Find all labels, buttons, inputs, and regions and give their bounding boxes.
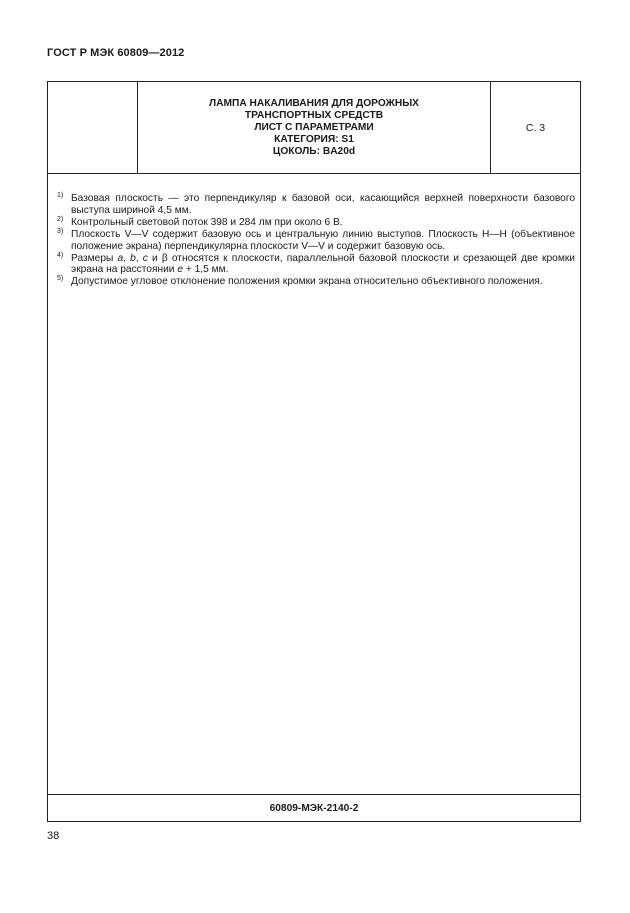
header-title [138, 82, 491, 173]
footnote-text: Контрольный световой поток 398 и 284 лм при около 6 В. [71, 216, 343, 228]
title-line-2: ТРАНСПОРТНЫХ СРЕДСТВ [244, 109, 384, 121]
footnote-text: Размеры a, b, c и β относятся к плоскости, параллельной базовой плоскости и срезающей две кромки экрана на расстоянии e + 1,5 мм. [71, 252, 575, 276]
footnote-marker: 4) [57, 251, 64, 259]
footnote-2 [57, 217, 575, 229]
title-line-1: ЛАМПА НАКАЛИВАНИЯ ДЛЯ ДОРОЖНЫХ [209, 97, 419, 109]
sheet-code-footer: 60809-МЭК-2140-2 [48, 794, 580, 821]
sheet-header [48, 82, 580, 174]
header-left-cell [48, 82, 138, 173]
footnote-4 [57, 253, 575, 277]
footnote-5 [57, 276, 575, 288]
footnotes [57, 193, 575, 288]
footnote-marker: 5) [57, 275, 64, 283]
footnote-marker: 3) [57, 227, 64, 235]
parameter-sheet-frame [47, 81, 581, 822]
title-line-4: КАТЕГОРИЯ: S1 [274, 133, 354, 145]
footnote-text: Плоскость V—V содержит базовую ось и центральную линию выступов. Плоскость Н—Н (объективное положение экрана) перпендикулярна плоскости V—V и содержит базовую ось. [71, 228, 575, 252]
footnote-text: Допустимое угловое отклонение положения кромки экрана относительно объективного положения. [71, 276, 543, 288]
footnote-3 [57, 229, 575, 253]
footnote-marker: 2) [57, 215, 64, 223]
footnote-marker: 1) [57, 192, 64, 199]
footnote-text: Базовая плоскость — это перпендикуляр к базовой оси, касающийся верхней поверхности базового выступа шириной 4,5 мм. [71, 193, 575, 216]
sheet-page-number: С. 3 [525, 121, 546, 134]
title-line-5: ЦОКОЛЬ: BA20d [272, 145, 356, 157]
standard-code: ГОСТ Р МЭК 60809—2012 [47, 47, 185, 59]
title-line-3: ЛИСТ С ПАРАМЕТРАМИ [254, 121, 374, 133]
page-number: 38 [47, 830, 60, 842]
footnote-1 [57, 193, 575, 217]
